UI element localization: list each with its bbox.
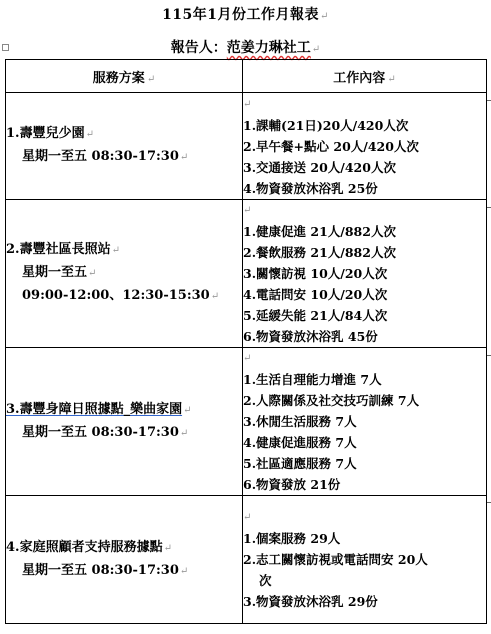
- work-item: 5.延緩失能 21人/84人次: [243, 308, 388, 323]
- work-item: 1.生活自理能力增進 7人: [243, 372, 382, 387]
- reporter-name: 范姜力琳社工: [226, 40, 311, 56]
- table-header-row: [6, 60, 487, 93]
- row-end-marker: [487, 355, 491, 356]
- work-item-continued: 次: [259, 573, 272, 588]
- table-row: [6, 200, 487, 348]
- table-row: [6, 348, 487, 496]
- table-anchor-icon: [2, 44, 9, 51]
- work-item: 2.餐飲服務 21人/882人次: [243, 245, 396, 260]
- work-cell: ↵ 1.個案服務 29人 2.志工關懷訪視或電話問安 20人 次 3.物資發放沐浴乳 29份: [243, 496, 487, 624]
- work-item: 3.關懷訪視 10人/20人次: [243, 266, 388, 281]
- work-cell: ↵ 1.課輔(21日)20人/420人次 2.早午餐+點心 20人/420人次 3.交通接送 20人/420人次 4.物資發放沐浴乳 25份: [243, 93, 487, 200]
- work-item: 6.物資發放 21份: [243, 477, 341, 492]
- report-title: 115年1月份工作月報表↵: [162, 7, 329, 23]
- work-cell: ↵ 1.生活自理能力增進 7人 2.人際關係及社交技巧訓練 7人 3.休閒生活服務 7人 4.健康促進服務 7人 5.社區適應服務 7人 6.物資發放 21份: [243, 348, 487, 496]
- work-item: 3.物資發放沐浴乳 29份: [243, 594, 378, 609]
- work-item: 1.課輔(21日)20人/420人次: [243, 117, 409, 133]
- work-item: 2.人際關係及社交技巧訓練 7人: [243, 393, 420, 408]
- work-item: 6.物資發放沐浴乳 45份: [243, 329, 378, 344]
- row-end-marker: [487, 502, 491, 503]
- service-cell: 3.壽豐身障日照據點_樂曲家園↵ 星期一至五 08:30-17:30↵: [6, 348, 243, 496]
- header-work: 工作內容 ↵: [243, 60, 487, 93]
- row-end-marker: [487, 100, 491, 101]
- work-cell: ↵ 1.健康促進 21人/882人次 2.餐飲服務 21人/882人次 3.關懷訪視 10人/20人次 4.電話問安 10人/20人次 5.延緩失能 21人/84人次 6.物資發放沐浴乳 45份: [243, 200, 487, 348]
- work-item: 2.早午餐+點心 20人/420人次: [243, 138, 419, 154]
- row-end-marker: [487, 207, 491, 208]
- work-item: 4.健康促進服務 7人: [243, 435, 357, 450]
- table-row: [6, 496, 487, 624]
- table-row: [6, 93, 487, 200]
- work-item: 3.交通接送 20人/420人次: [243, 159, 396, 175]
- work-item: 2.志工關懷訪視或電話問安 20人: [243, 552, 428, 567]
- work-item: 1.健康促進 21人/882人次: [243, 224, 396, 239]
- work-item: 4.電話問安 10人/20人次: [243, 287, 388, 302]
- report-table: [5, 59, 487, 624]
- work-item: 3.休閒生活服務 7人: [243, 414, 357, 429]
- service-cell: 4.家庭照顧者支持服務據點↵ 星期一至五 08:30-17:30↵: [6, 496, 243, 624]
- work-item: 5.社區適應服務 7人: [243, 456, 357, 471]
- reporter-line: 報告人：范姜力琳社工↵: [170, 40, 321, 56]
- service-cell: 2.壽豐社區長照站↵ 星期一至五↵ 09:00-12:00、12:30-15:30↵: [6, 200, 243, 348]
- work-item: 4.物資發放沐浴乳 25份: [243, 180, 378, 196]
- work-item: 1.個案服務 29人: [243, 531, 341, 546]
- service-cell: 1.壽豐兒少園↵ 星期一至五 08:30-17:30↵: [6, 93, 243, 200]
- header-service: 服務方案 ↵: [6, 60, 243, 93]
